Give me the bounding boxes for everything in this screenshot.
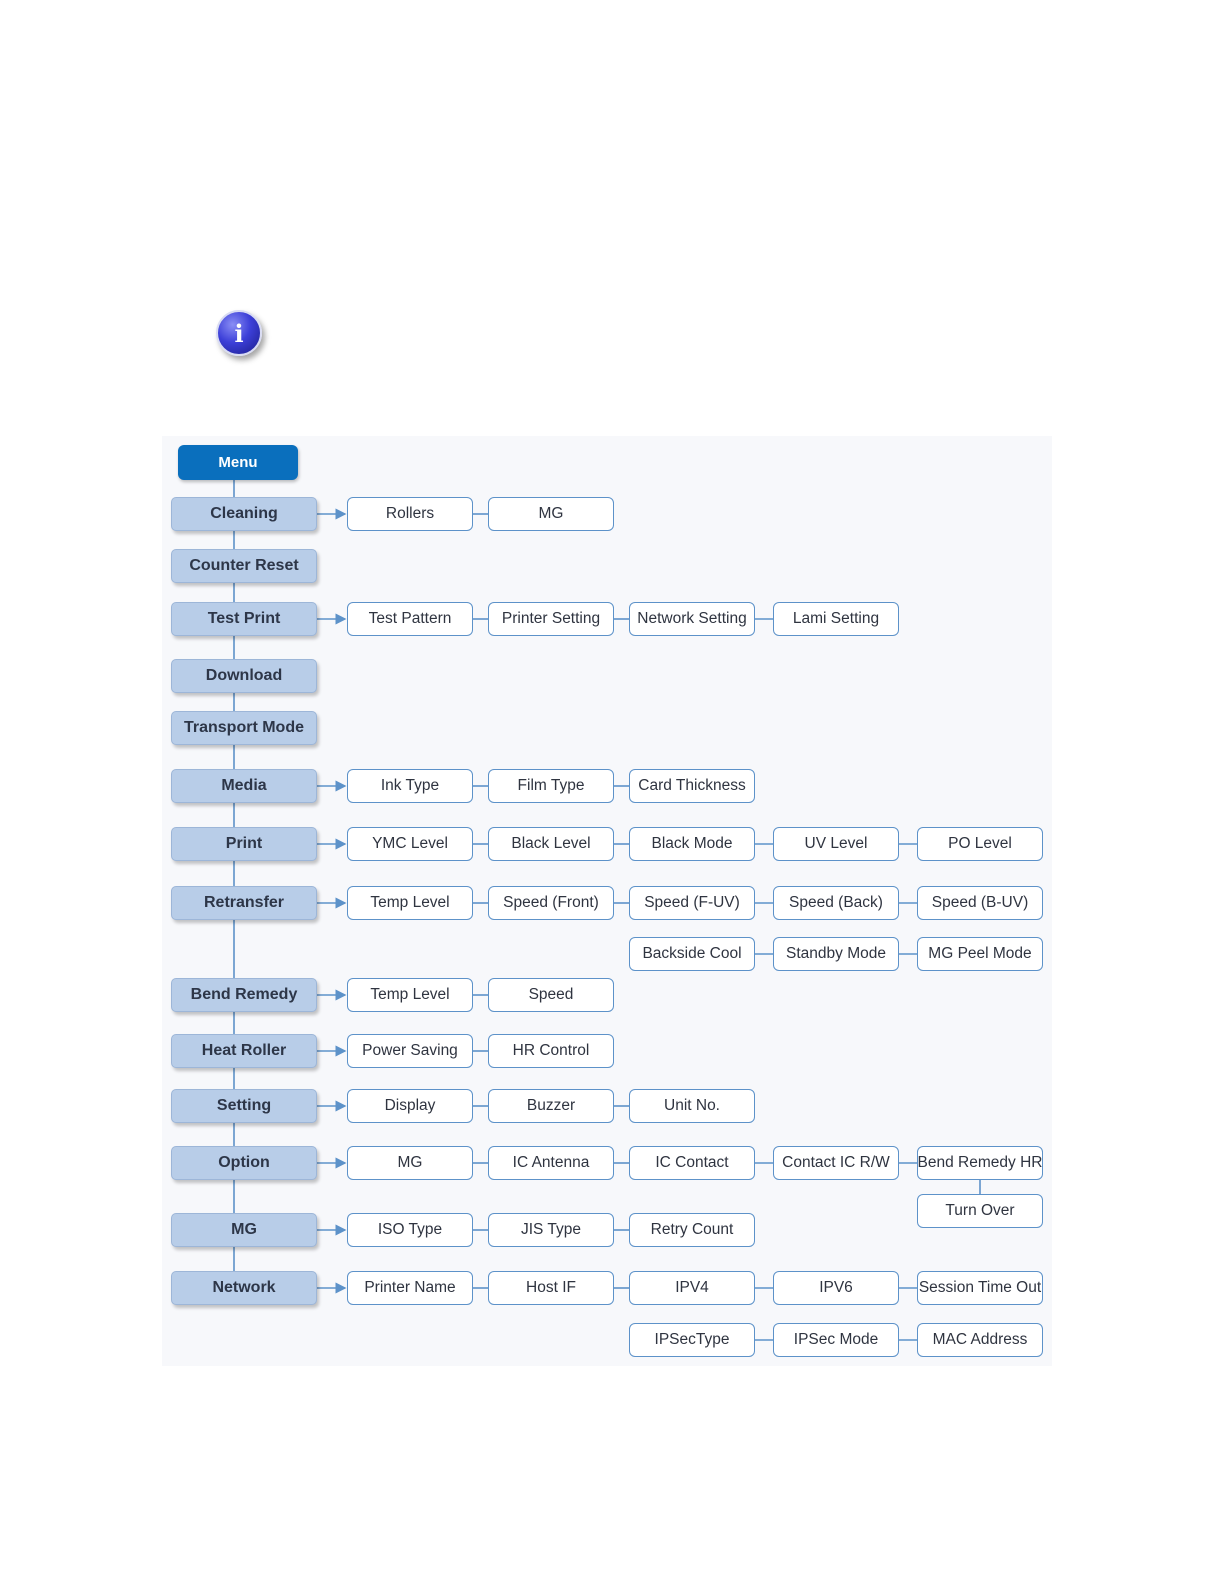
submenu-option-contact-ic-r-w: Contact IC R/W (773, 1146, 899, 1180)
submenu-network-ipsec-mode: IPSec Mode (773, 1323, 899, 1357)
menu-item-bend-remedy: Bend Remedy (171, 978, 317, 1012)
submenu-option-bend-remedy-hr: Bend Remedy HR (917, 1146, 1043, 1180)
submenu-network-ipv4: IPV4 (629, 1271, 755, 1305)
submenu-bend-remedy-temp-level: Temp Level (347, 978, 473, 1012)
submenu-media-card-thickness: Card Thickness (629, 769, 755, 803)
submenu-print-ymc-level: YMC Level (347, 827, 473, 861)
submenu-mg-jis-type: JIS Type (488, 1213, 614, 1247)
submenu-media-ink-type: Ink Type (347, 769, 473, 803)
submenu-mg-iso-type: ISO Type (347, 1213, 473, 1247)
submenu-setting-buzzer: Buzzer (488, 1089, 614, 1123)
submenu-print-po-level: PO Level (917, 827, 1043, 861)
submenu-test-print-lami-setting: Lami Setting (773, 602, 899, 636)
submenu-bend-remedy-speed: Speed (488, 978, 614, 1012)
submenu-retransfer-speed-front: Speed (Front) (488, 886, 614, 920)
submenu-option-mg: MG (347, 1146, 473, 1180)
submenu-print-black-mode: Black Mode (629, 827, 755, 861)
submenu-test-print-printer-setting: Printer Setting (488, 602, 614, 636)
info-icon: i (216, 310, 262, 356)
submenu-cleaning-rollers: Rollers (347, 497, 473, 531)
menu-item-counter-reset: Counter Reset (171, 549, 317, 583)
menu-item-heat-roller: Heat Roller (171, 1034, 317, 1068)
menu-item-mg: MG (171, 1213, 317, 1247)
submenu-print-uv-level: UV Level (773, 827, 899, 861)
submenu-retransfer-speed-back: Speed (Back) (773, 886, 899, 920)
menu-item-media: Media (171, 769, 317, 803)
submenu-network-ipv6: IPV6 (773, 1271, 899, 1305)
submenu-mg-retry-count: Retry Count (629, 1213, 755, 1247)
submenu-media-film-type: Film Type (488, 769, 614, 803)
menu-item-download: Download (171, 659, 317, 693)
menu-item-transport-mode: Transport Mode (171, 711, 317, 745)
submenu-setting-display: Display (347, 1089, 473, 1123)
menu-item-print: Print (171, 827, 317, 861)
submenu-retransfer-standby-mode: Standby Mode (773, 937, 899, 971)
menu-item-retransfer: Retransfer (171, 886, 317, 920)
submenu-test-print-network-setting: Network Setting (629, 602, 755, 636)
menu-root-box: Menu (178, 445, 298, 480)
submenu-retransfer-speed-b-uv: Speed (B-UV) (917, 886, 1043, 920)
submenu-retransfer-temp-level: Temp Level (347, 886, 473, 920)
submenu-heat-roller-hr-control: HR Control (488, 1034, 614, 1068)
submenu-network-ipsectype: IPSecType (629, 1323, 755, 1357)
menu-item-network: Network (171, 1271, 317, 1305)
submenu-network-mac-address: MAC Address (917, 1323, 1043, 1357)
submenu-option-turn-over: Turn Over (917, 1194, 1043, 1228)
menu-item-setting: Setting (171, 1089, 317, 1123)
submenu-heat-roller-power-saving: Power Saving (347, 1034, 473, 1068)
submenu-test-print-test-pattern: Test Pattern (347, 602, 473, 636)
submenu-option-ic-antenna: IC Antenna (488, 1146, 614, 1180)
submenu-retransfer-speed-f-uv: Speed (F-UV) (629, 886, 755, 920)
submenu-option-ic-contact: IC Contact (629, 1146, 755, 1180)
submenu-cleaning-mg: MG (488, 497, 614, 531)
menu-item-test-print: Test Print (171, 602, 317, 636)
submenu-network-session-time-out: Session Time Out (917, 1271, 1043, 1305)
submenu-retransfer-mg-peel-mode: MG Peel Mode (917, 937, 1043, 971)
menu-item-option: Option (171, 1146, 317, 1180)
submenu-network-host-if: Host IF (488, 1271, 614, 1305)
submenu-print-black-level: Black Level (488, 827, 614, 861)
submenu-network-printer-name: Printer Name (347, 1271, 473, 1305)
submenu-setting-unit-no: Unit No. (629, 1089, 755, 1123)
menu-item-cleaning: Cleaning (171, 497, 317, 531)
submenu-retransfer-backside-cool: Backside Cool (629, 937, 755, 971)
